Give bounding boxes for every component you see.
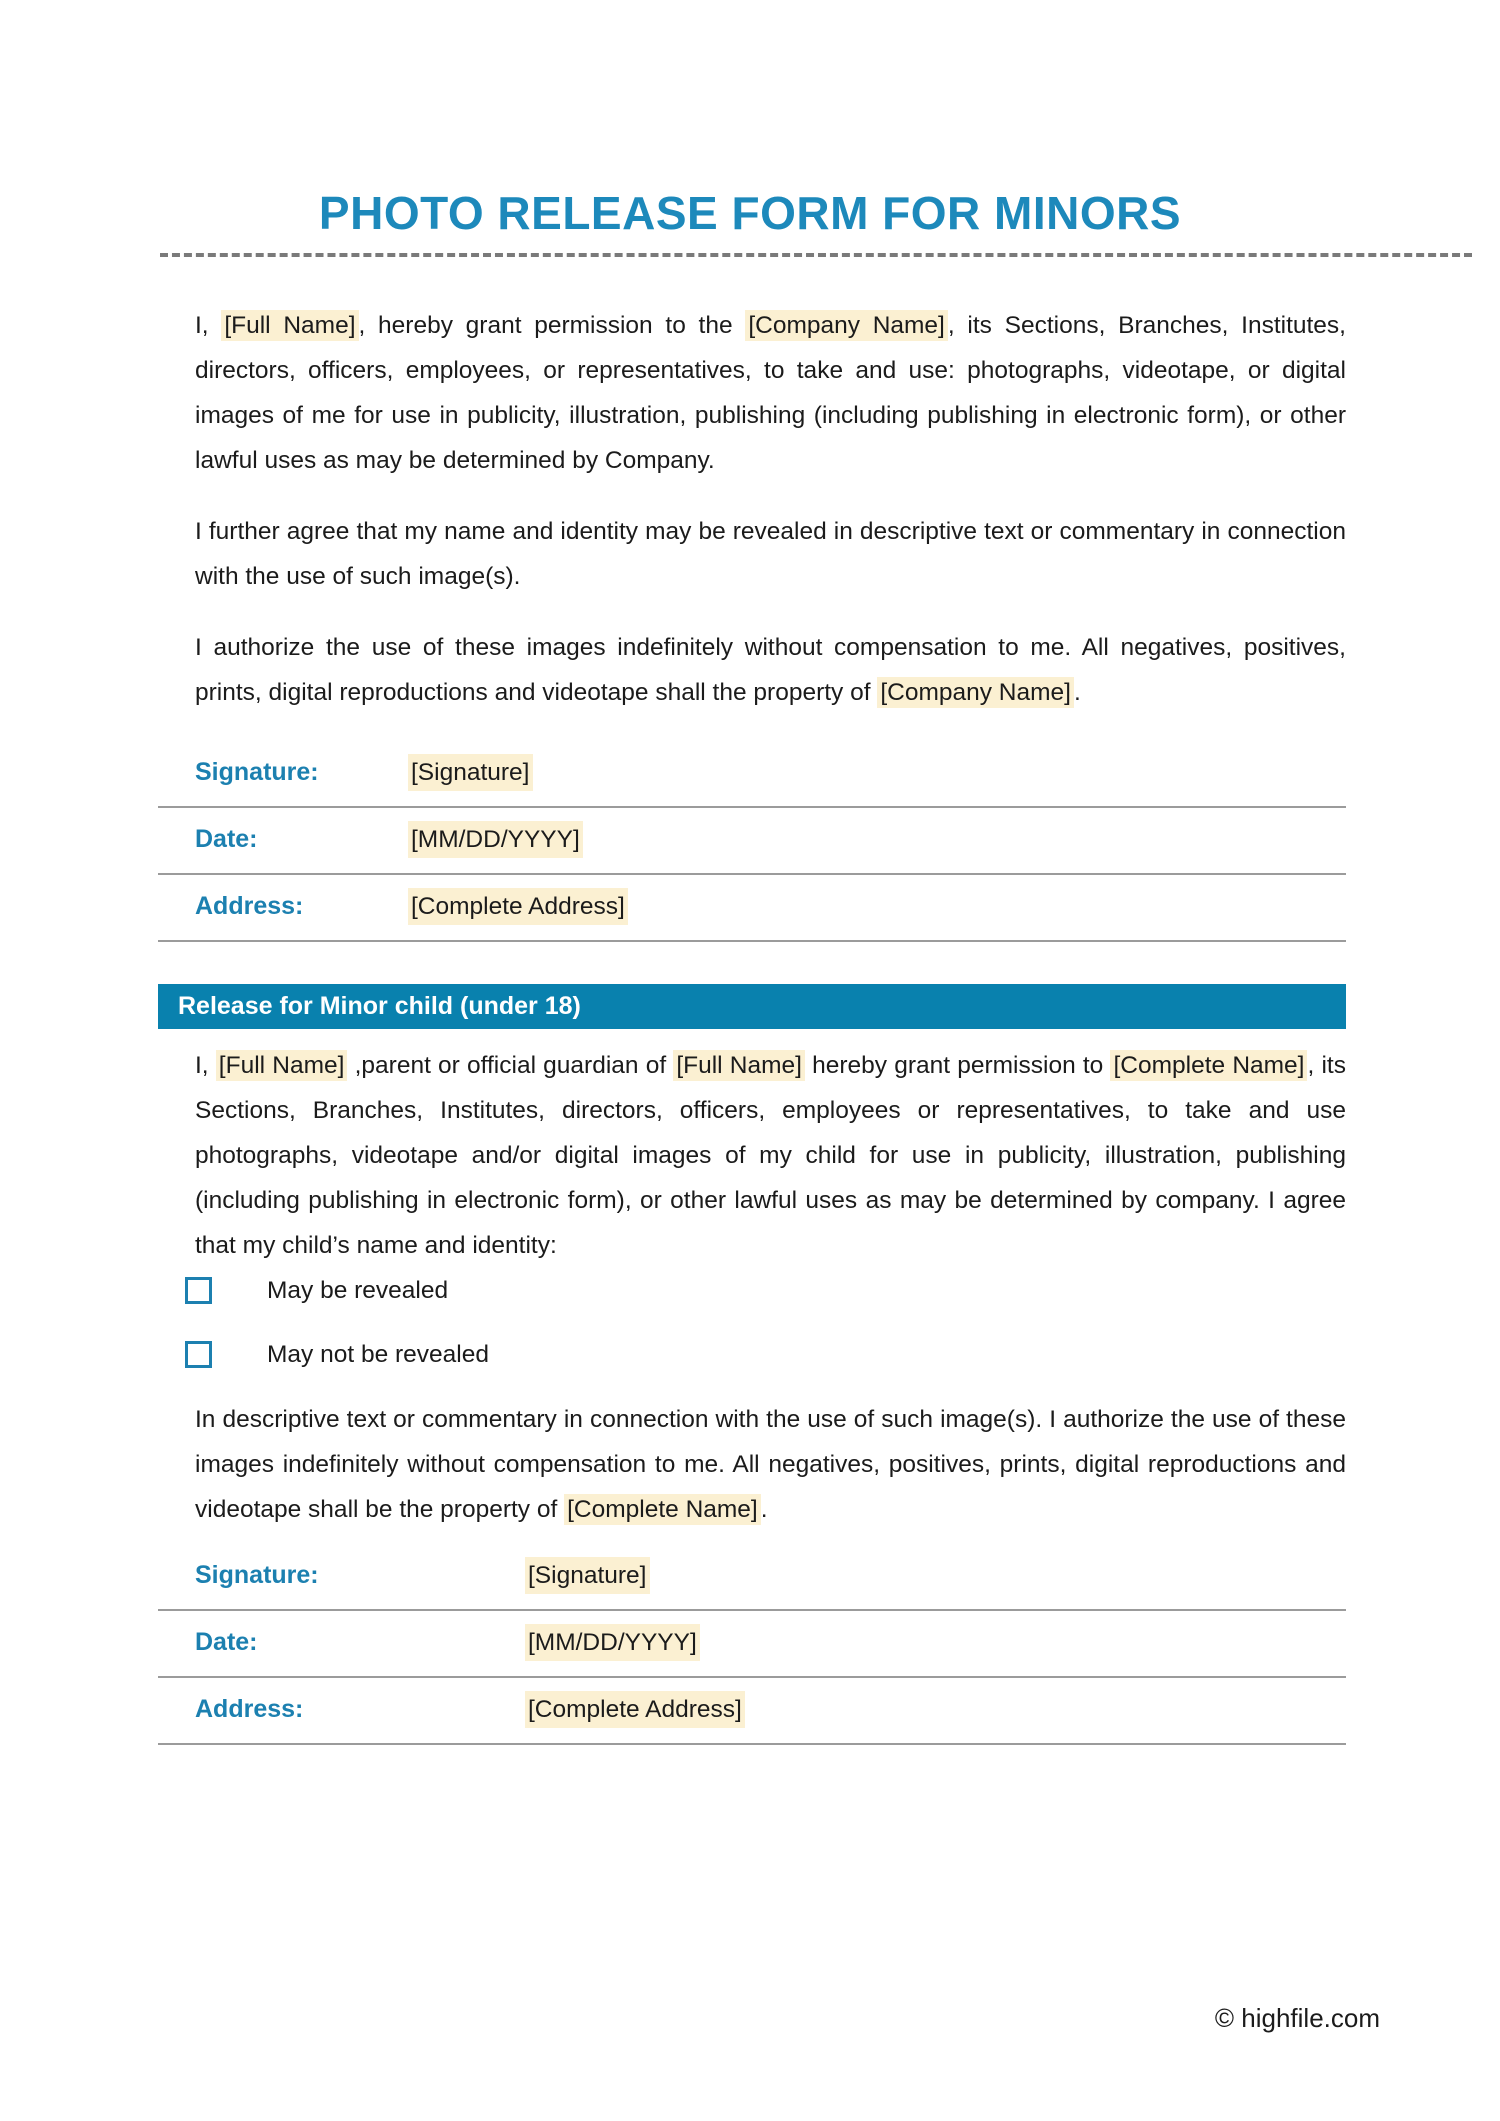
field-label-signature: Signature: bbox=[195, 758, 319, 786]
field-value-signature[interactable]: [Signature] bbox=[525, 1557, 650, 1594]
text-run: . bbox=[1073, 679, 1081, 706]
page-title: PHOTO RELEASE FORM FOR MINORS bbox=[318, 187, 1182, 239]
checkbox-may-be-revealed[interactable] bbox=[185, 1277, 212, 1304]
text-run: . bbox=[760, 1496, 768, 1523]
text-run: , hereby grant permission to the bbox=[358, 312, 746, 339]
text-run: hereby grant permission to bbox=[804, 1052, 1111, 1079]
placeholder-highlight[interactable]: [Company Name] bbox=[745, 310, 948, 341]
text-run: I further agree that my name and identity may be revealed in descriptive text or commentary in connection with the use of such image(s). bbox=[195, 518, 1346, 590]
may-not-be-revealed-option bbox=[158, 1332, 1346, 1377]
text-run: I authorize the use of these images indefinitely without compensation to me. All negatives, positives, prints, digital reproductions and videotape shall the property of bbox=[195, 634, 1346, 706]
minor-signature-row bbox=[158, 1544, 1346, 1611]
footer-credit: © highfile.com bbox=[1214, 2003, 1380, 2033]
checkbox-label-may-not-be-revealed: May not be revealed bbox=[267, 1340, 489, 1368]
minor-intro-paragraph bbox=[158, 1043, 1346, 1268]
text-run: In descriptive text or commentary in connection with the use of such image(s). I authorize the use of these images indefinitely without compensation to me. All negatives, positives, prints, digital reproductions and videotape shall be the property of bbox=[195, 1406, 1346, 1523]
text-run: , its Sections, Branches, Institutes, directors, officers, employees or representatives, to take and use photographs, videotape and/or digital images of my child for use in publicity, illustration, publishing (including publishing in electronic form), or other lawful uses as may be determined by company. I agree that my child’s name and identity: bbox=[195, 1052, 1346, 1259]
placeholder-highlight[interactable]: [Complete Name] bbox=[1110, 1050, 1307, 1081]
adult-date-row bbox=[158, 808, 1346, 875]
field-value-signature[interactable]: [Signature] bbox=[408, 754, 533, 791]
minor-authorization-paragraph bbox=[158, 1397, 1346, 1532]
placeholder-highlight[interactable]: [Complete Name] bbox=[564, 1494, 761, 1525]
field-label-address: Address: bbox=[195, 892, 304, 920]
adult-intro-paragraph bbox=[158, 303, 1346, 483]
may-be-revealed-option bbox=[158, 1268, 1346, 1313]
adult-authorization-paragraph bbox=[158, 625, 1346, 715]
placeholder-highlight[interactable]: [Full Name] bbox=[216, 1050, 348, 1081]
placeholder-highlight[interactable]: [Full Name] bbox=[673, 1050, 805, 1081]
adult-address-row bbox=[158, 875, 1346, 942]
field-value-date[interactable]: [MM/DD/YYYY] bbox=[408, 821, 583, 858]
field-value-address[interactable]: [Complete Address] bbox=[525, 1691, 745, 1728]
minor-address-row bbox=[158, 1678, 1346, 1745]
minor-release-banner bbox=[158, 984, 1346, 1029]
adult-signature-table bbox=[158, 741, 1346, 942]
minor-release-banner-title: Release for Minor child (under 18) bbox=[178, 992, 581, 1020]
document-content bbox=[158, 303, 1346, 1745]
field-value-date[interactable]: [MM/DD/YYYY] bbox=[525, 1624, 700, 1661]
text-run: , its Sections, Branches, Institutes, directors, officers, employees, or representatives, to take and use: photographs, videotape, or digital images of me for use in publicity, illustration, publishing (including publishing in electronic form), or other lawful uses as may be determined by Company. bbox=[195, 312, 1346, 474]
text-run: ,parent or official guardian of bbox=[347, 1052, 674, 1079]
title-separator bbox=[160, 253, 1472, 257]
text-run: I, bbox=[195, 312, 222, 339]
placeholder-highlight[interactable]: [Full Name] bbox=[221, 310, 358, 341]
adult-identity-paragraph bbox=[158, 509, 1346, 599]
field-label-signature: Signature: bbox=[195, 1561, 319, 1589]
adult-signature-row bbox=[158, 741, 1346, 808]
field-label-date: Date: bbox=[195, 825, 258, 853]
checkbox-may-not-be-revealed[interactable] bbox=[185, 1341, 212, 1368]
minor-signature-table bbox=[158, 1544, 1346, 1745]
placeholder-highlight[interactable]: [Company Name] bbox=[877, 677, 1074, 708]
field-label-date: Date: bbox=[195, 1628, 258, 1656]
minor-date-row bbox=[158, 1611, 1346, 1678]
checkbox-label-may-be-revealed: May be revealed bbox=[267, 1276, 449, 1304]
text-run: I, bbox=[195, 1052, 216, 1079]
field-value-address[interactable]: [Complete Address] bbox=[408, 888, 628, 925]
field-label-address: Address: bbox=[195, 1695, 304, 1723]
